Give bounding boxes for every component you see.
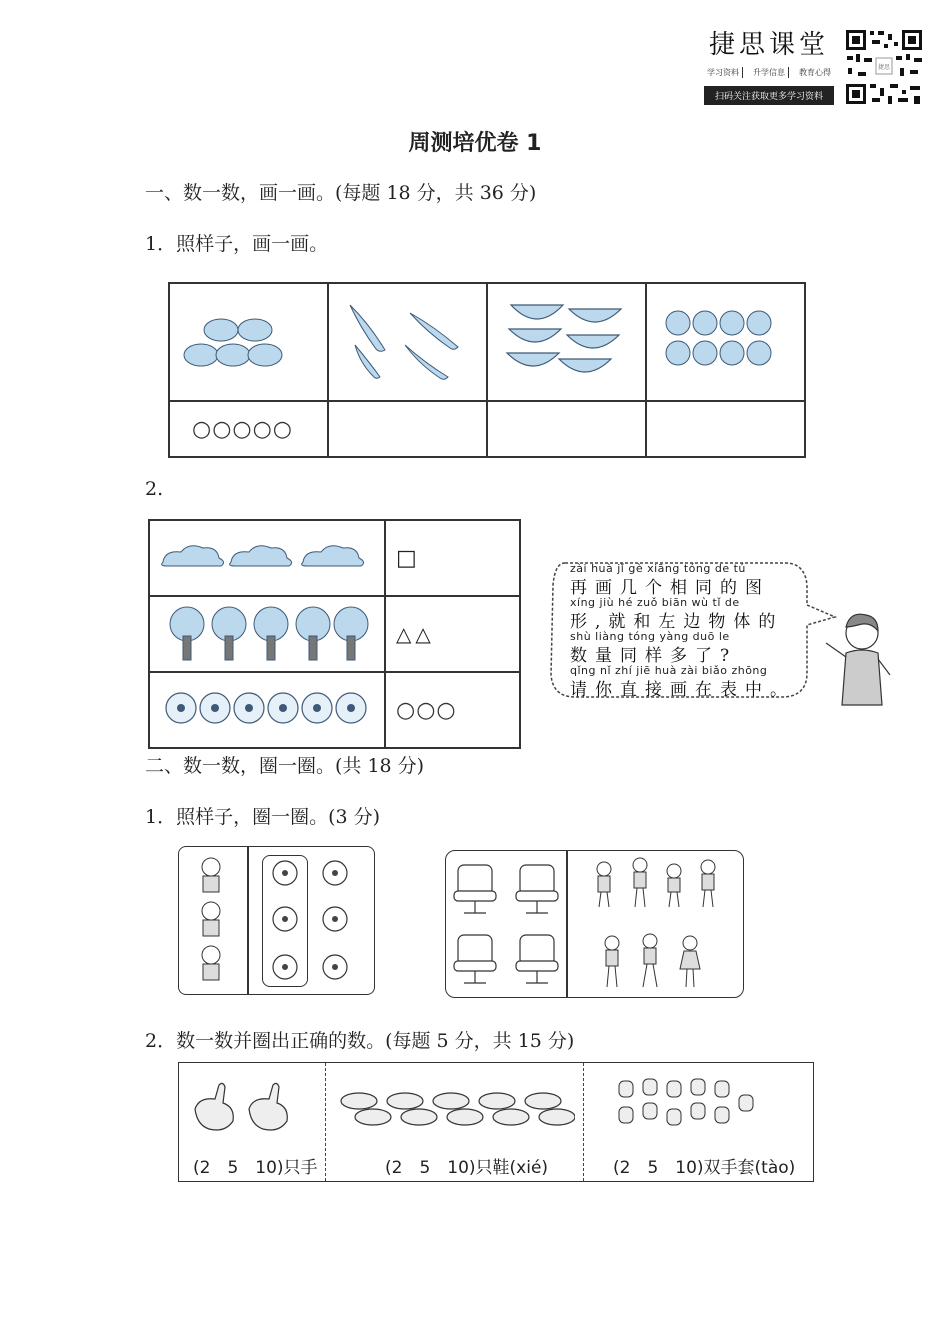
watermelon-cell bbox=[487, 283, 646, 401]
circle-answer[interactable] bbox=[385, 672, 520, 748]
speech-bubble-text bbox=[570, 562, 800, 700]
brand-bar: 扫码关注获取更多学习资料 bbox=[704, 86, 834, 105]
chairs-kids-box[interactable] bbox=[445, 850, 744, 998]
cloud-cell bbox=[149, 520, 385, 596]
peach-icon bbox=[648, 285, 803, 395]
example-answer-cell bbox=[169, 401, 328, 457]
tomato-icon bbox=[171, 285, 326, 395]
brand-tag: 升学信息 bbox=[750, 67, 789, 78]
pinyin-line: xíng jiù hé zuǒ biān wù tǐ de bbox=[570, 596, 740, 609]
pinyin-line: shù liàng tóng yàng duō le bbox=[570, 630, 730, 643]
answer-cell[interactable] bbox=[328, 401, 487, 457]
example-kids-balls-box bbox=[178, 846, 375, 995]
pinyin-line: qǐng nǐ zhí jiē huà zài biǎo zhōng bbox=[570, 664, 768, 677]
hanzi-line: 请你直接画在表中。 bbox=[570, 680, 795, 700]
section2-q2-label: 2．数一数并圈出正确的数。(每题 5 分，共 15 分) bbox=[145, 1030, 575, 1052]
kid-icon bbox=[189, 853, 239, 988]
hanzi-line: 数量同样多了? bbox=[570, 646, 738, 666]
circle-answer-text: ○○○ bbox=[396, 697, 457, 723]
hand-icon bbox=[189, 1079, 309, 1139]
dashed-divider bbox=[583, 1063, 584, 1181]
section1-q2-label: 2. bbox=[145, 478, 164, 500]
answer-cell[interactable] bbox=[646, 401, 805, 457]
brand-tag: 教育心得 bbox=[799, 68, 831, 77]
tree-icon bbox=[151, 598, 383, 666]
brand-block bbox=[704, 24, 834, 105]
svg-text:捷思: 捷思 bbox=[877, 64, 891, 71]
pinyin-line: zài huà jǐ gè xiāng tóng de tú bbox=[570, 562, 746, 575]
watermelon-icon bbox=[489, 285, 644, 395]
brand-title: 捷思课堂 bbox=[708, 30, 829, 60]
tree-cell bbox=[149, 596, 385, 672]
q1-table bbox=[168, 282, 806, 458]
tomato-cell bbox=[169, 283, 328, 401]
hanzi-line: 再画几个相同的图 bbox=[570, 578, 770, 598]
answer-cell[interactable] bbox=[487, 401, 646, 457]
shoe-icon bbox=[339, 1085, 575, 1135]
divider bbox=[566, 851, 568, 997]
brand-tags bbox=[704, 67, 834, 78]
soccer-ball-icon bbox=[151, 674, 383, 742]
glove-icon bbox=[609, 1077, 789, 1137]
example-circles: ○○○○○ bbox=[192, 416, 293, 442]
page-title: 周测培优卷 1 bbox=[408, 131, 542, 156]
shoes-choice[interactable]: (2 5 10)只鞋(xié) bbox=[385, 1158, 549, 1178]
gloves-choice[interactable]: (2 5 10)双手套(tào) bbox=[613, 1158, 796, 1178]
kids-group-icon bbox=[586, 855, 736, 995]
peach-cell bbox=[646, 283, 805, 401]
triangle-answer[interactable]: △△ bbox=[385, 596, 520, 672]
divider bbox=[247, 847, 249, 994]
ball-cell bbox=[149, 672, 385, 748]
q2-table bbox=[148, 519, 521, 749]
chair-icon bbox=[450, 857, 564, 993]
hands-choice[interactable]: (2 5 10)只手 bbox=[193, 1158, 318, 1178]
square-answer[interactable]: □ bbox=[385, 520, 520, 596]
section1-q1-label: 1．照样子，画一画。 bbox=[145, 233, 329, 255]
section2-q1-label: 1．照样子，圈一圈。(3 分) bbox=[145, 806, 381, 828]
boy-character-icon bbox=[820, 605, 900, 710]
cucumber-cell bbox=[328, 283, 487, 401]
counting-box bbox=[178, 1062, 814, 1182]
qr-code-icon[interactable] bbox=[844, 28, 924, 106]
cucumber-icon bbox=[330, 285, 485, 395]
brand-tag: 学习资料 bbox=[704, 67, 743, 78]
section2-heading: 二、数一数，圈一圈。(共 18 分) bbox=[145, 755, 425, 777]
hanzi-line: 形,就和左边物体的 bbox=[570, 612, 784, 632]
section1-heading: 一、数一数，画一画。(每题 18 分，共 36 分) bbox=[145, 182, 537, 204]
dashed-divider bbox=[325, 1063, 326, 1181]
cloud-icon bbox=[151, 522, 383, 590]
soccer-ball-icon bbox=[267, 857, 367, 987]
